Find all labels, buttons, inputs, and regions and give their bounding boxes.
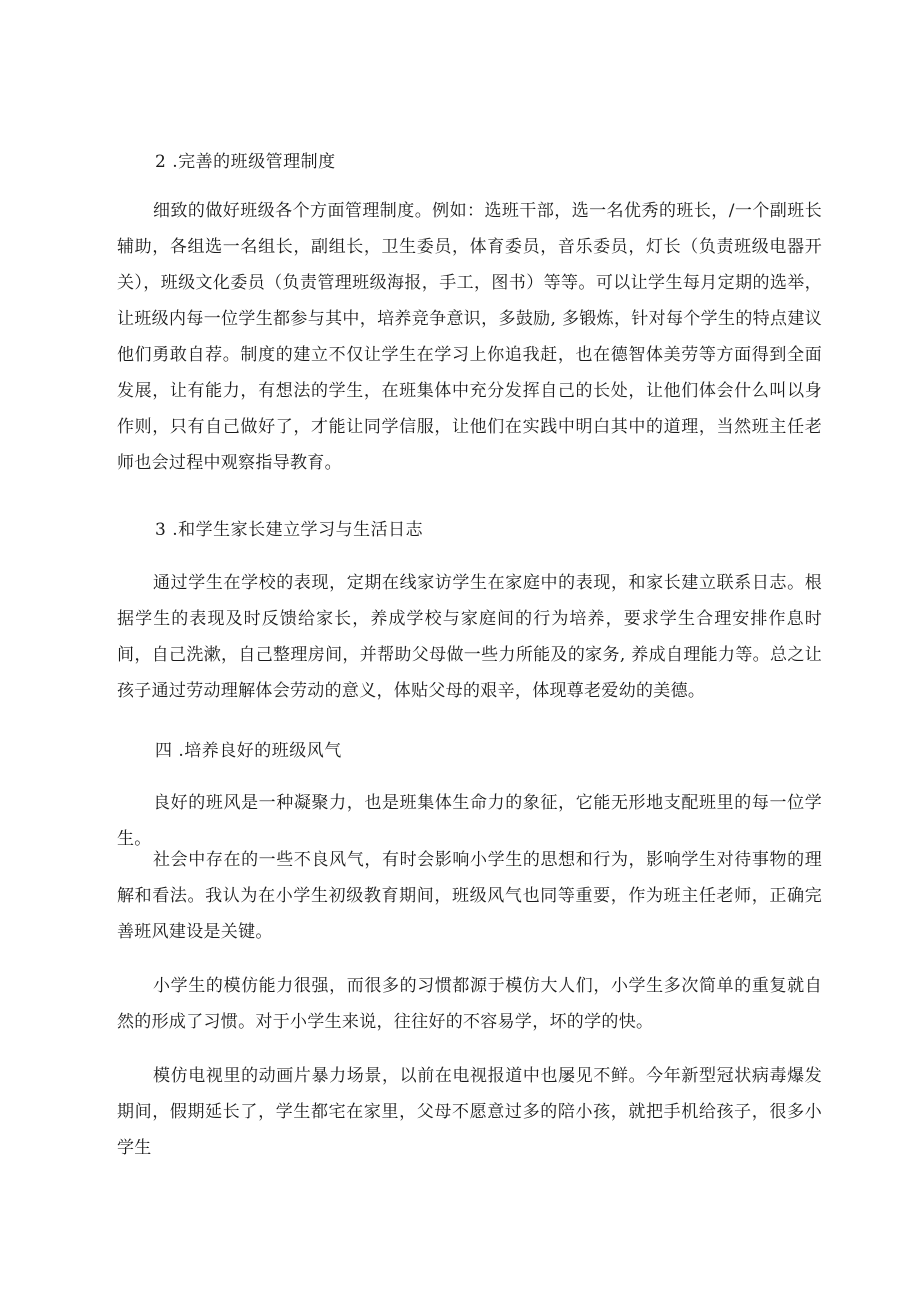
paragraph-class-management: 细致的做好班级各个方面管理制度。例如：选班干部，选一名优秀的班长，/一个副班长辅助，各组选一名组长，副组长，卫生委员，体育委员，音乐委员，灯长（负责班级电器开关），班级文化委员（负责管理班级海报，手工，图书）等等。可以让学生每月定期的选举，让班级内每一位学生都参与其中，培养竞争意识，多鼓励, 多锻炼，针对每个学生的特点建议他们勇敢自荐。制度的建立不仅让学生在学习上你追我赶，也在德智体美劳等方面得到全面发展，让有能力，有想法的学生，在班集体中充分发挥自己的长处，让他们体会什么叫以身作则，只有自己做好了，才能让同学信服，让他们在实践中明白其中的道理，当然班主任老师也会过程中观察指导教育。 <box>117 201 822 473</box>
section-heading-class-management: 2 .完善的班级管理制度 <box>155 152 336 172</box>
section-heading-parent-log: 3 .和学生家长建立学习与生活日志 <box>155 520 424 540</box>
paragraph-social-influence: 社会中存在的一些不良风气，有时会影响小学生的思想和行为，影响学生对待事物的理解和看法。我认为在小学生初级教育期间，班级风气也同等重要，作为班主任老师，正确完善班风建设是关键。 <box>117 850 822 942</box>
section-heading-class-atmosphere: 四 .培养良好的班级风气 <box>155 741 342 761</box>
paragraph-parent-log: 通过学生在学校的表现，定期在线家访学生在家庭中的表现，和家长建立联系日志。根据学生的表现及时反馈给家长，养成学校与家庭间的行为培养，要求学生合理安排作息时间，自己洗漱，自己整理房间，并帮助父母做一些力所能及的家务, 养成自理能力等。总之让孩子通过劳动理解体会劳动的意义，体贴父母的艰辛，体现尊老爱幼的美德。 <box>117 573 822 701</box>
paragraph-class-spirit: 良好的班风是一种凝聚力，也是班集体生命力的象征，它能无形地支配班里的每一位学生。 <box>117 793 822 849</box>
paragraph-imitation: 小学生的模仿能力很强，而很多的习惯都源于模仿大人们，小学生多次简单的重复就自然的形成了习惯。对于小学生来说，往往好的不容易学，坏的学的快。 <box>117 976 822 1032</box>
paragraph-tv-imitation: 模仿电视里的动画片暴力场景，以前在电视报道中也屡见不鲜。今年新型冠状病毒爆发期间，假期延长了，学生都宅在家里，父母不愿意过多的陪小孩，就把手机给孩子，很多小学生 <box>117 1066 822 1158</box>
